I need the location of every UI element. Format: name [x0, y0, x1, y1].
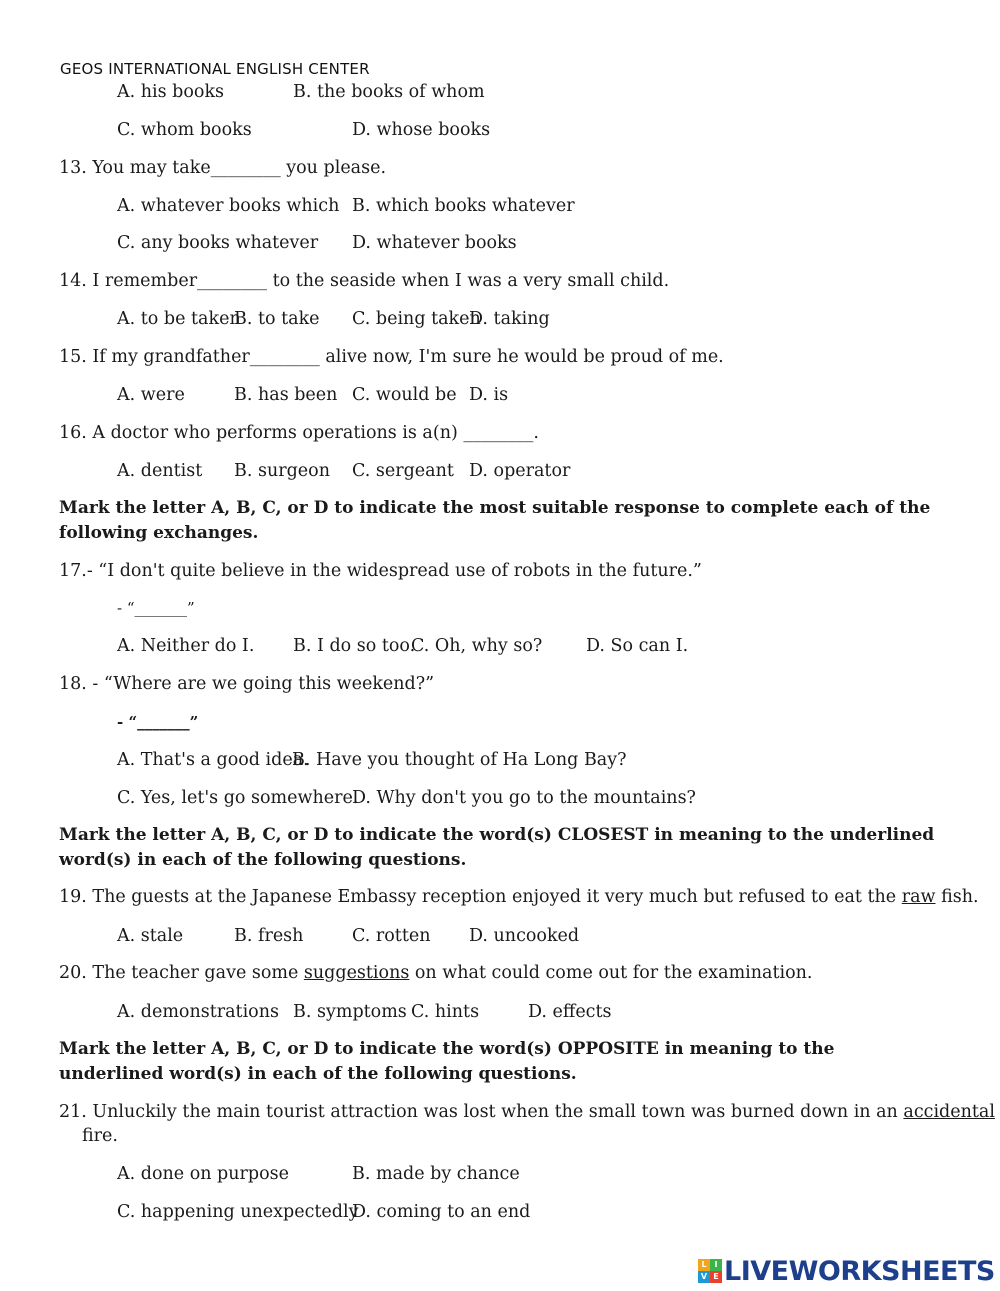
liveworksheets-logo[interactable] [698, 1254, 995, 1288]
q19-option-b: B. fresh [234, 926, 304, 946]
q21-stem: 21. Unluckily the main tourist attraction was lost when the small town was burned down in an accidental [59, 1102, 995, 1122]
q16-option-c: C. sergeant [352, 461, 454, 481]
q15-stem: 15. If my grandfather________ alive now, I'm sure he would be proud of me. [59, 347, 724, 367]
q14-option-b: B. to take [234, 309, 320, 329]
q17-option-c: C. Oh, why so? [411, 636, 543, 656]
q20-underlined-word: suggestions [303, 963, 410, 983]
q18-option-b: B. Have you thought of Ha Long Bay? [292, 750, 627, 770]
liveworksheets-mark-icon [698, 1259, 722, 1283]
q16-stem: 16. A doctor who performs operations is a(n) ________. [59, 423, 539, 443]
q12-option-b: B. the books of whom [293, 82, 485, 102]
q21-option-b: B. made by chance [352, 1164, 520, 1184]
section-instruction-closest: Mark the letter A, B, C, or D to indicate the word(s) CLOSEST in meaning to the underlined word(s) in each of the following questions. [59, 825, 935, 870]
q17-reply: - “_______” [117, 599, 195, 617]
q17-option-a: A. Neither do I. [117, 636, 255, 656]
q13-option-b: B. which books whatever [352, 196, 575, 216]
mark-letter-l: L [698, 1259, 710, 1271]
q21-option-c: C. happening unexpectedly [117, 1202, 359, 1222]
q20-option-b: B. symptoms [293, 1002, 407, 1022]
q17-option-d: D. So can I. [586, 636, 689, 656]
q15-option-a: A. were [117, 385, 185, 405]
q21-stem-line2: fire. [82, 1126, 118, 1146]
q16-option-b: B. surgeon [234, 461, 330, 481]
q19-option-c: C. rotten [352, 926, 431, 946]
liveworksheets-wordmark: LIVEWORKSHEETS [724, 1255, 995, 1287]
q20-option-d: D. effects [528, 1002, 612, 1022]
q13-option-a: A. whatever books which [117, 196, 340, 216]
q12-option-c: C. whom books [117, 120, 252, 140]
q18-stem: 18. - “Where are we going this weekend?” [59, 674, 435, 694]
q13-option-c: C. any books whatever [117, 233, 319, 253]
q18-reply: - “_______” [117, 713, 199, 731]
section-instruction-opposite: Mark the letter A, B, C, or D to indicate the word(s) OPPOSITE in meaning to the underlined word(s) in each of the following questions. [59, 1039, 835, 1084]
q14-option-d: D. taking [469, 309, 550, 329]
q18-option-c: C. Yes, let's go somewhere. [117, 788, 359, 808]
q16-option-a: A. dentist [117, 461, 203, 481]
mark-letter-i: I [710, 1259, 722, 1271]
q18-option-d: D. Why don't you go to the mountains? [352, 788, 696, 808]
q14-option-c: C. being taken [352, 309, 481, 329]
q12-option-d: D. whose books [352, 120, 491, 140]
mark-letter-v: V [698, 1271, 710, 1283]
q20-option-c: C. hints [411, 1002, 480, 1022]
q19-option-d: D. uncooked [469, 926, 580, 946]
q13-option-d: D. whatever books [352, 233, 517, 253]
q15-option-b: B. has been [234, 385, 338, 405]
q17-option-b: B. I do so too. [293, 636, 416, 656]
q16-option-d: D. operator [469, 461, 571, 481]
q19-underlined-word: raw [901, 887, 936, 907]
q18-option-a: A. That's a good idea. [117, 750, 309, 770]
q21-option-d: D. coming to an end [352, 1202, 531, 1222]
section-instruction-responses: Mark the letter A, B, C, or D to indicate the most suitable response to complete each of the following exchanges. [59, 498, 931, 543]
q15-option-d: D. is [469, 385, 509, 405]
q21-underlined-word: accidental [903, 1102, 995, 1122]
q14-option-a: A. to be taken [117, 309, 241, 329]
q12-option-a: A. his books [117, 82, 225, 102]
mark-letter-e: E [710, 1271, 722, 1283]
q19-option-a: A. stale [117, 926, 184, 946]
q14-stem: 14. I remember________ to the seaside when I was a very small child. [59, 271, 670, 291]
q19-stem: 19. The guests at the Japanese Embassy reception enjoyed it very much but refused to eat the raw fish. [59, 887, 979, 907]
q20-stem: 20. The teacher gave some suggestions on what could come out for the examination. [59, 963, 813, 983]
q20-option-a: A. demonstrations [117, 1002, 279, 1022]
q17-stem: 17.- “I don't quite believe in the widespread use of robots in the future.” [59, 561, 702, 581]
q15-option-c: C. would be [352, 385, 457, 405]
q13-stem: 13. You may take________ you please. [59, 158, 387, 178]
q21-option-a: A. done on purpose [117, 1164, 289, 1184]
center-name-header: GEOS INTERNATIONAL ENGLISH CENTER [60, 60, 370, 78]
